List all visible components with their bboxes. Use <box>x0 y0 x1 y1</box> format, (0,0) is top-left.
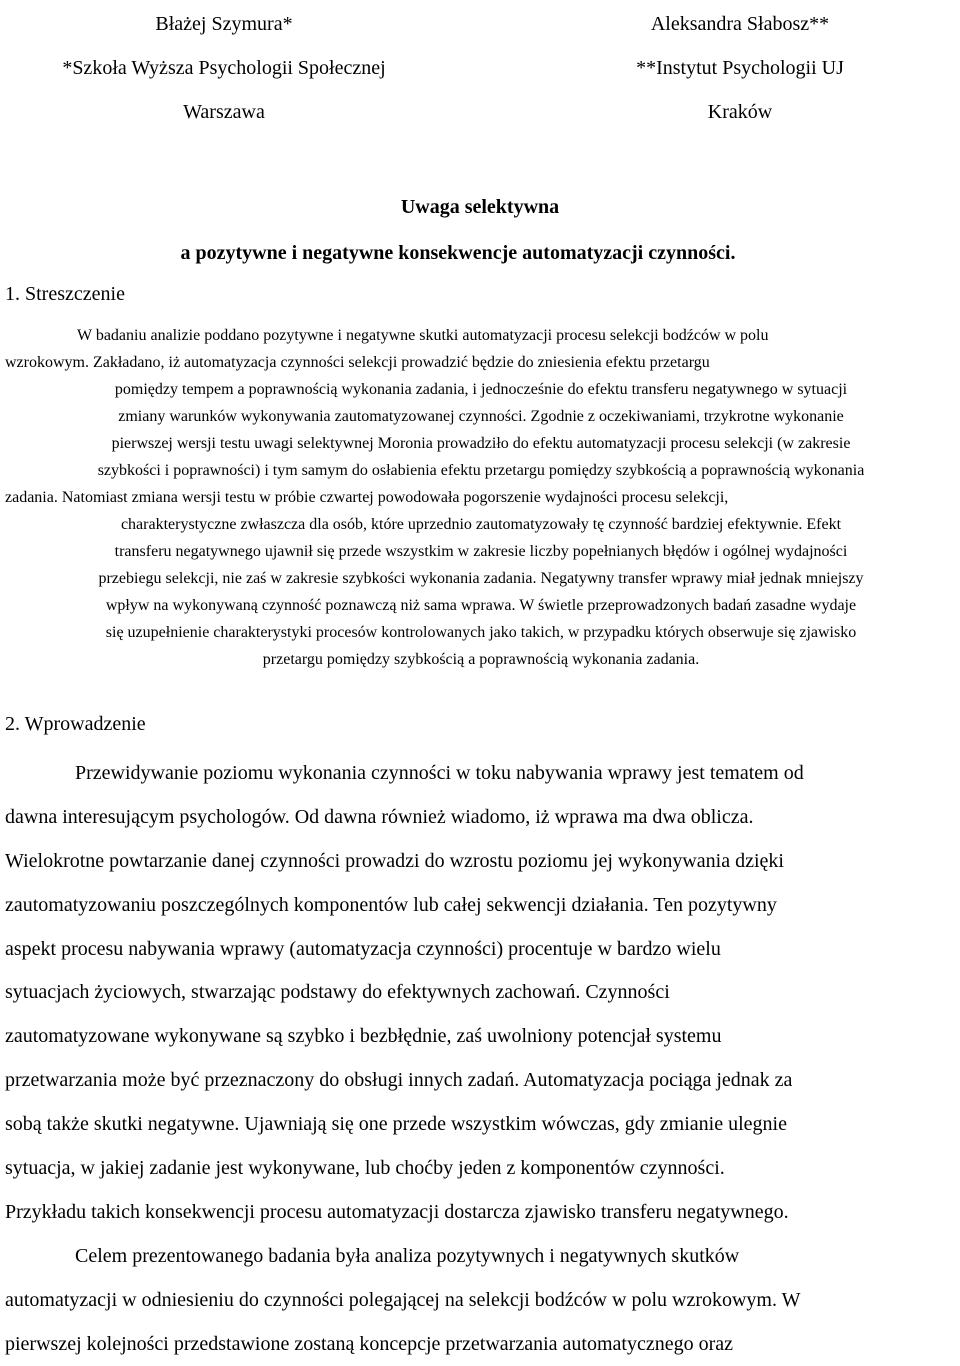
body-line: dawna interesującym psychologów. Od dawna również wiadomo, iż wprawa ma dwa oblicza. <box>5 805 754 828</box>
abstract-line: transferu negatywnego ujawnił się przede wszystkim w zakresie liczby popełnianych błędów i ogólnej wydajności <box>114 543 848 560</box>
body-line: automatyzacji w odniesieniu do czynności polegającej na selekcji bodźców w polu wzrokowym. W <box>5 1288 801 1311</box>
section-heading-abstract: 1. Streszczenie <box>5 283 125 305</box>
body-line: Celem prezentowanego badania była analiza pozytywnych i negatywnych skutków <box>75 1244 740 1267</box>
author-affiliation: *Szkoła Wyższa Psychologii Społecznej <box>62 57 386 79</box>
abstract-line: szybkości i poprawności) i tym samym do osłabienia efektu przetargu pomiędzy szybkością a poprawnością wykonania <box>97 462 865 479</box>
abstract-line: zadania. Natomiast zmiana wersji testu w próbie czwartej powodowała pogorszenie wydajności procesu selekcji, <box>5 489 729 506</box>
abstract-line: charakterystyczne zwłaszcza dla osób, które uprzednio zautomatyzowały tę czynność bardziej efektywnie. Efekt <box>120 516 842 533</box>
abstract-paragraph <box>5 322 957 673</box>
abstract-line: pomiędzy tempem a poprawnością wykonania zadania, i jednocześnie do efektu transferu negatywnego w sytuacji <box>114 381 848 398</box>
body-line: Przykładu takich konsekwencji procesu automatyzacji dostarcza zjawisko transferu negatywnego. <box>5 1200 789 1223</box>
body-line: przetwarzania może być przeznaczony do obsługi innych zadań. Automatyzacja pociąga jednak za <box>5 1069 793 1092</box>
author-city: Kraków <box>707 101 773 123</box>
abstract-line: się uzupełnienie charakterystyki procesów kontrolowanych jako takich, w przypadku których obserwuje się zjawisko <box>105 624 857 641</box>
body-line: sobą także skutki negatywne. Ujawniają się one przede wszystkim wówczas, gdy zmianie ulegnie <box>5 1113 787 1136</box>
author-affiliation: **Instytut Psychologii UJ <box>636 57 844 79</box>
body-line: Przewidywanie poziomu wykonania czynności w toku nabywania wprawy jest tematem od <box>75 762 804 784</box>
abstract-line: przebiegu selekcji, nie zaś w zakresie szybkości wykonania zadania. Negatywny transfer wprawy miał jednak mniejszy <box>98 570 864 587</box>
body-line: pierwszej kolejności przedstawione zostaną koncepcje przetwarzania automatycznego oraz <box>5 1332 733 1355</box>
body-line: sytuacjach życiowych, stwarzając podstawy do efektywnych zachowań. Czynności <box>5 981 670 1004</box>
abstract-line: wzrokowym. Zakładano, iż automatyzacja czynności selekcji prowadzić będzie do zniesienia efektu przetargu <box>5 354 710 371</box>
paper-title: Uwaga selektywna <box>400 196 560 218</box>
body-line: zautomatyzowane wykonywane są szybko i bezbłędnie, zaś uwolniony potencjał systemu <box>5 1025 722 1048</box>
author-city: Warszawa <box>183 101 265 123</box>
abstract-line: W badaniu analizie poddano pozytywne i negatywne skutki automatyzacji procesu selekcji bodźców w polu <box>77 327 769 344</box>
author-right <box>540 2 940 134</box>
author-name: Błażej Szymura* <box>155 13 293 35</box>
body-line: sytuacja, w jakiej zadanie jest wykonywane, lub choćby jeden z komponentów czynności. <box>5 1157 725 1180</box>
author-name: Aleksandra Słabosz** <box>650 13 830 35</box>
authors-block <box>0 2 960 122</box>
paper-subtitle: a pozytywne i negatywne konsekwencje automatyzacji czynności. <box>180 242 736 264</box>
abstract-line: pierwszej wersji testu uwagi selektywnej Moronia prowadziło do efektu automatyzacji procesu selekcji (w zakresie <box>111 435 851 452</box>
section-heading-introduction: 2. Wprowadzenie <box>5 713 146 735</box>
introduction-text <box>5 752 957 1366</box>
abstract-line: przetargu pomiędzy szybkością a poprawnością wykonania zadania. <box>262 651 700 668</box>
body-line: zautomatyzowaniu poszczególnych komponentów lub całej sekwencji działania. Ten pozytywny <box>5 893 777 916</box>
abstract-line: zmiany warunków wykonywania zautomatyzowanej czynności. Zgodnie z oczekiwaniami, trzykrotne wykonanie <box>118 408 844 425</box>
abstract-line: wpływ na wykonywaną czynność poznawczą niż sama wprawa. W świetle przeprowadzonych badań zasadne wydaje <box>105 597 857 614</box>
body-line: aspekt procesu nabywania wprawy (automatyzacja czynności) procentuje w bardzo wielu <box>5 937 721 960</box>
body-line: Wielokrotne powtarzanie danej czynności prowadzi do wzrostu poziomu jej wykonywania dzięki <box>5 849 784 872</box>
author-left <box>24 2 424 134</box>
